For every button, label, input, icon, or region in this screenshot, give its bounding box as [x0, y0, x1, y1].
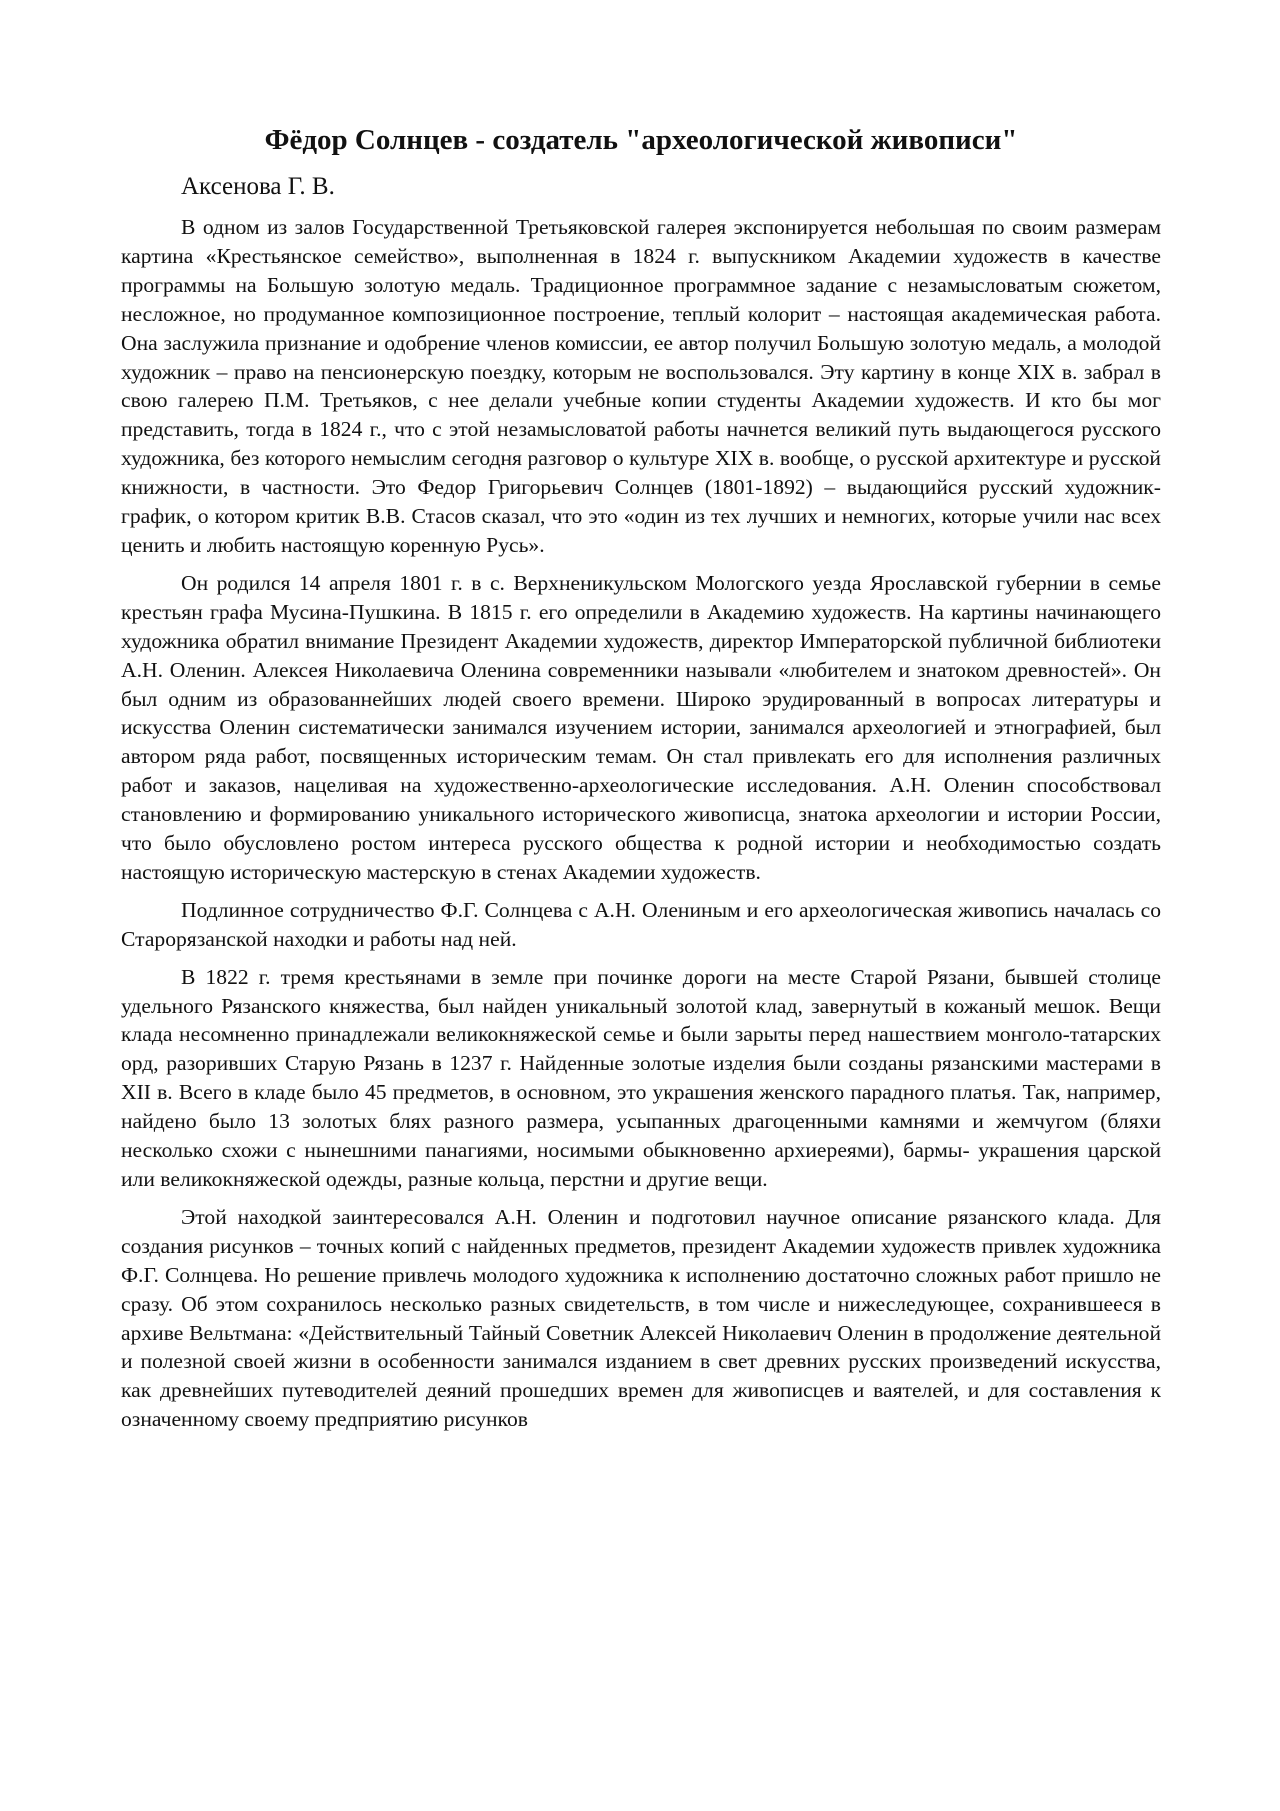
document-body	[121, 213, 1161, 1434]
document-author: Аксенова Г. В.	[181, 173, 335, 200]
paragraph-3: Подлинное сотрудничество Ф.Г. Солнцева с А.Н. Олениным и его археологическая живопись началась со Старорязанской находки и работы над ней.	[121, 897, 1161, 951]
document-title: Фёдор Солнцев - создатель "археологической живописи"	[264, 124, 1018, 156]
document-page	[121, 121, 1161, 1434]
paragraph-2: Он родился 14 апреля 1801 г. в с. Верхненикульском Мологского уезда Ярославской губернии в семье крестьян графа Мусина-Пушкина. В 1815 г. его определили в Академию художеств. На картины начинающего художника обратил внимание Президент Академии художеств, директор Императорской публичной библиотеки А.Н. Оленин. Алексея Николаевича Оленина современники называли «любителем и знатоком древностей». Он был одним из образованнейших людей своего времени. Широко эрудированный в вопросах литературы и искусства Оленин систематически занимался изучением истории, занимался археологией и этнографией, был автором ряда работ, посвященных историческим темам. Он стал привлекать его для исполнения различных работ и заказов, нацеливая на художественно-археологические исследования. А.Н. Оленин способствовал становлению и формированию уникального исторического живописца, знатока археологии и истории России, что было обусловлено ростом интереса русского общества к родной истории и необходимостью создать настоящую историческую мастерскую в стенах Академии художеств.	[121, 570, 1161, 884]
paragraph-1: В одном из залов Государственной Третьяковской галерея экспонируется небольшая по своим размерам картина «Крестьянское семейство», выполненная в 1824 г. выпускником Академии художеств в качестве программы на Большую золотую медаль. Традиционное программное задание с незамысловатым сюжетом, несложное, но продуманное композиционное построение, теплый колорит – настоящая академическая работа. Она заслужила признание и одобрение членов комиссии, ее автор получил Большую золотую медаль, а молодой художник – право на пенсионерскую поездку, которым не воспользовался. Эту картину в конце XIX в. забрал в свою галерею П.М. Третьяков, с нее делали учебные копии студенты Академии художеств. И кто бы мог представить, тогда в 1824 г., что с этой незамысловатой работы начнется великий путь выдающегося русского художника, без которого немыслим сегодня разговор о культуре XIX в. вообще, о русской архитектуре и русской книжности, в частности. Это Федор Григорьевич Солнцев (1801-1892) – выдающийся русский художник-график, о котором критик В.В. Стасов сказал, что это «один из тех лучших и немногих, которые учили нас всех ценить и любить настоящую коренную Русь».	[121, 215, 1161, 557]
paragraph-5: Этой находкой заинтересовался А.Н. Оленин и подготовил научное описание рязанского клада. Для создания рисунков – точных копий с найденных предметов, президент Академии художеств привлек художника Ф.Г. Солнцева. Но решение привлечь молодого художника к исполнению достаточно сложных работ пришло не сразу. Об этом сохранилось несколько разных свидетельств, в том числе и нижеследующее, сохранившееся в архиве Вельтмана: «Действительный Тайный Советник Алексей Николаевич Оленин в продолжение деятельной и полезной своей жизни в особенности занимался изданием в свет древних русских произведений искусства, как древнейших путеводителей деяний прошедших времен для живописцев и ваятелей, и для составления к означенному своему предприятию рисунков	[121, 1204, 1161, 1432]
paragraph-4: В 1822 г. тремя крестьянами в земле при починке дороги на месте Старой Рязани, бывшей столице удельного Рязанского княжества, был найден уникальный золотой клад, завернутый в кожаный мешок. Вещи клада несомненно принадлежали великокняжеской семье и были зарыты перед нашествием монголо-татарских орд, разоривших Старую Рязань в 1237 г. Найденные золотые изделия были созданы рязанскими мастерами в XII в. Всего в кладе было 45 предметов, в основном, это украшения женского парадного платья. Так, например, найдено было 13 золотых блях разного размера, усыпанных драгоценными камнями и жемчугом (бляхи несколько схожи с нынешними панагиями, носимыми обыкновенно архиереями), бармы- украшения царской или великокняжеской одежды, разные кольца, перстни и другие вещи.	[121, 964, 1161, 1191]
